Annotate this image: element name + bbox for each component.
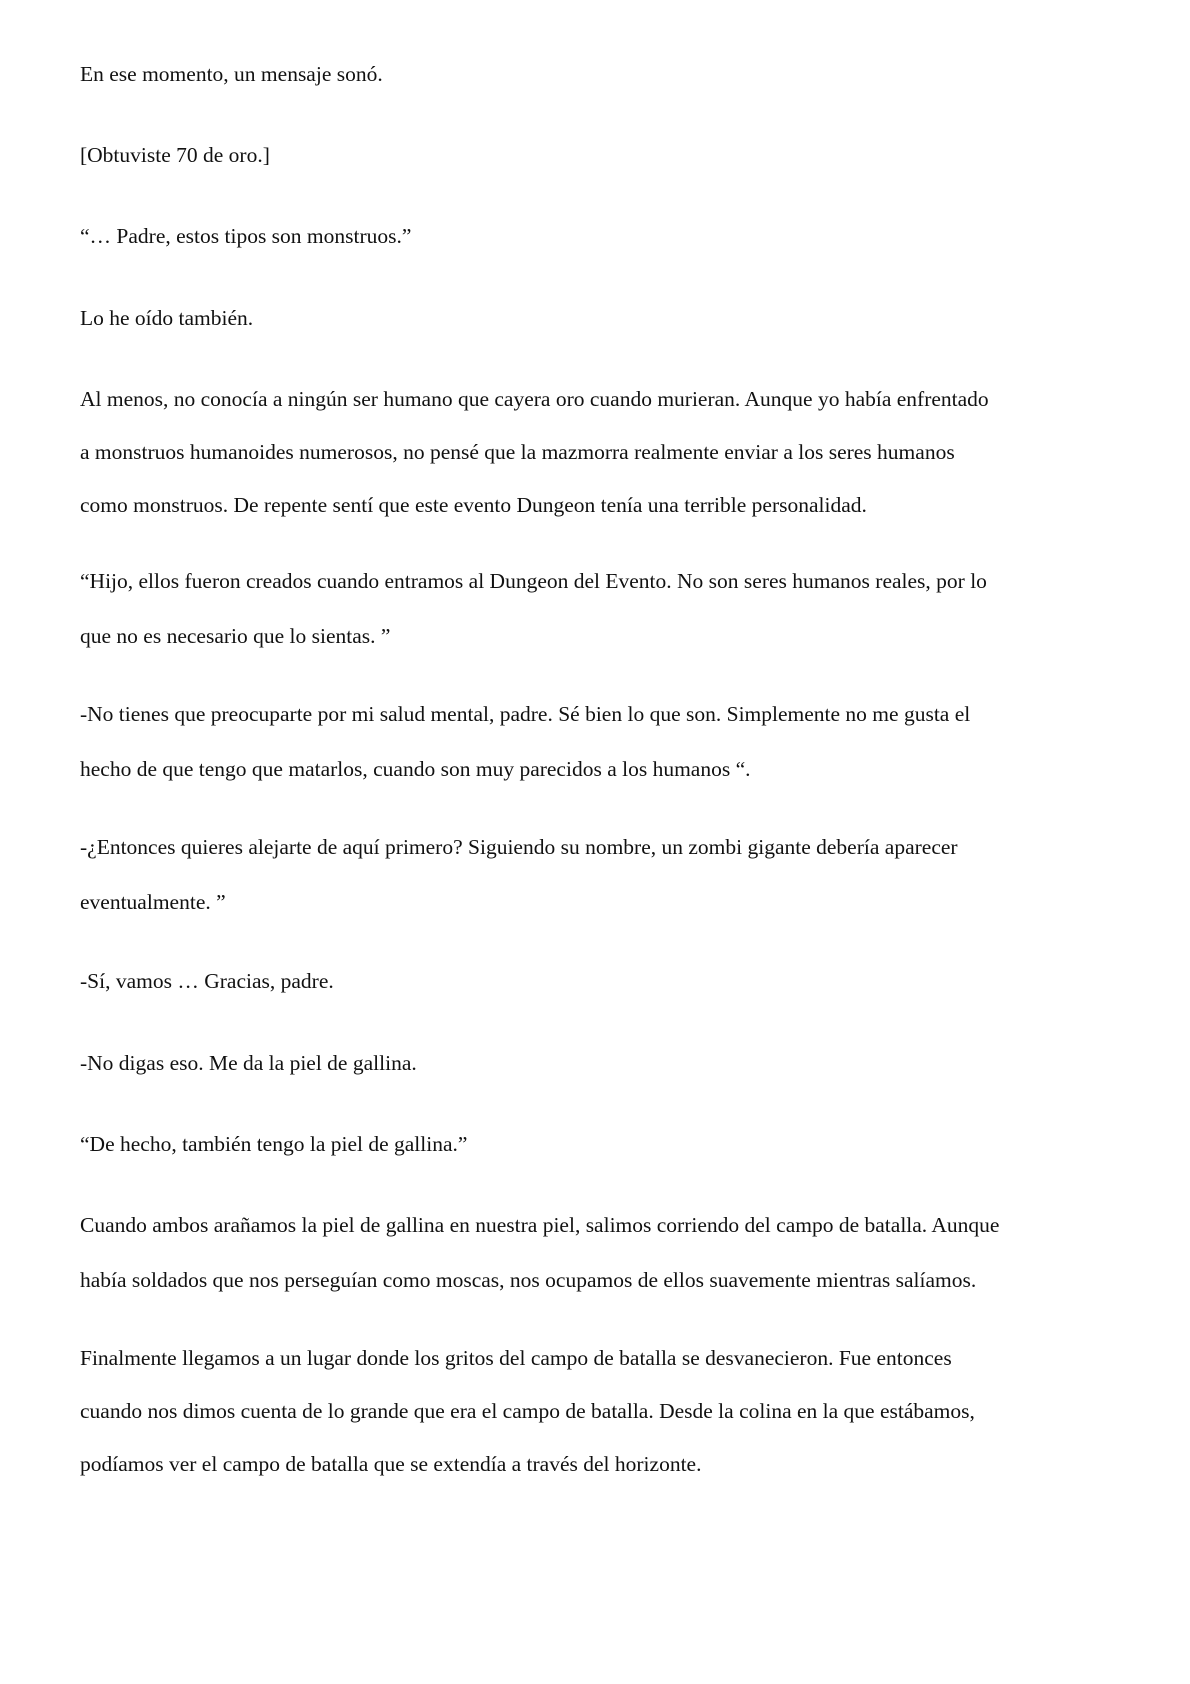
text-line: -¿Entonces quieres alejarte de aquí primero? Siguiendo su nombre, un zombi gigante debería aparecer [80, 835, 958, 859]
text-line: “… Padre, estos tipos son monstruos.” [80, 224, 412, 248]
text-line: eventualmente. ” [80, 890, 226, 914]
text-line: -No digas eso. Me da la piel de gallina. [80, 1051, 417, 1075]
text-line: podíamos ver el campo de batalla que se extendía a través del horizonte. [80, 1452, 702, 1476]
text-line: como monstruos. De repente sentí que este evento Dungeon tenía una terrible personalidad. [80, 493, 867, 517]
text-line: -No tienes que preocuparte por mi salud mental, padre. Sé bien lo que son. Simplemente no me gusta el [80, 702, 971, 726]
text-line: hecho de que tengo que matarlos, cuando son muy parecidos a los humanos “. [80, 757, 751, 781]
text-line: [Obtuviste 70 de oro.] [80, 143, 270, 167]
text-line: Lo he oído también. [80, 306, 254, 330]
text-line: Finalmente llegamos a un lugar donde los gritos del campo de batalla se desvanecieron. Fue entonces [80, 1346, 952, 1370]
text-line: a monstruos humanoides numerosos, no pensé que la mazmorra realmente enviar a los seres humanos [80, 440, 955, 464]
text-line: había soldados que nos perseguían como moscas, nos ocupamos de ellos suavemente mientras salíamos. [80, 1268, 977, 1292]
text-line: que no es necesario que lo sientas. ” [80, 624, 391, 648]
text-line: En ese momento, un mensaje sonó. [80, 62, 383, 86]
text-line: -Sí, vamos … Gracias, padre. [80, 969, 334, 993]
text-line: cuando nos dimos cuenta de lo grande que era el campo de batalla. Desde la colina en la que estábamos, [80, 1399, 975, 1423]
text-line: Cuando ambos arañamos la piel de gallina en nuestra piel, salimos corriendo del campo de batalla. Aunque [80, 1213, 1000, 1237]
text-line: “De hecho, también tengo la piel de gallina.” [80, 1132, 468, 1156]
text-line: Al menos, no conocía a ningún ser humano que cayera oro cuando murieran. Aunque yo había enfrentado [80, 387, 989, 411]
text-line: “Hijo, ellos fueron creados cuando entramos al Dungeon del Evento. No son seres humanos reales, por lo [80, 569, 987, 593]
